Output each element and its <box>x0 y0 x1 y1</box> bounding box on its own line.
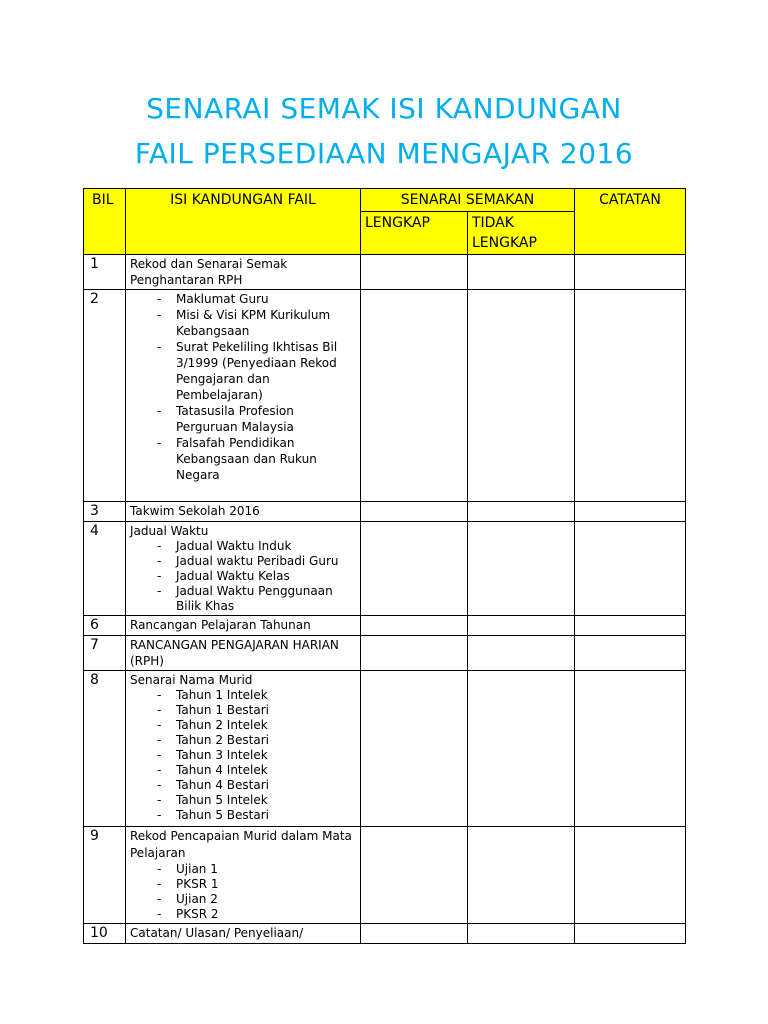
list-item-text: Falsafah Pendidikan Kebangsaan dan Rukun Negara <box>176 436 317 482</box>
row-lead-text: RANCANGAN PENGAJARAN HARIAN (RPH) <box>130 638 339 668</box>
row-lead-text: Catatan/ Ulasan/ Penyeliaan/ <box>130 926 304 940</box>
list-item: - Tahun 1 Intelek <box>157 688 268 702</box>
row-number: 3 <box>84 502 126 522</box>
row-lead-text: Senarai Nama Murid <box>130 673 253 687</box>
catatan-cell[interactable] <box>575 636 686 671</box>
row-content <box>126 255 361 290</box>
document-title-line-1: SENARAI SEMAK ISI KANDUNGAN <box>146 92 622 125</box>
table-row <box>84 502 686 522</box>
tidak-lengkap-cell[interactable] <box>468 616 575 636</box>
catatan-cell[interactable] <box>575 616 686 636</box>
row-lead-text: Jadual Waktu <box>130 524 209 538</box>
row-content <box>126 636 361 671</box>
table-row <box>84 827 686 924</box>
row-item-list <box>130 539 356 614</box>
header-bil: BIL <box>84 189 126 255</box>
header-tidak-lengkap-line-1: TIDAK <box>472 215 514 231</box>
list-item: - Ujian 1 <box>157 862 218 876</box>
header-tidak-lengkap <box>468 212 575 255</box>
lengkap-cell[interactable] <box>361 616 468 636</box>
table-row <box>84 255 686 290</box>
tidak-lengkap-cell[interactable] <box>468 671 575 827</box>
lengkap-cell[interactable] <box>361 255 468 290</box>
list-item-text: PKSR 1 <box>176 877 219 891</box>
row-content <box>126 502 361 522</box>
catatan-cell[interactable] <box>575 290 686 502</box>
row-number: 8 <box>84 671 126 827</box>
row-item-list <box>130 688 356 823</box>
list-item-text: Tahun 2 Intelek <box>176 718 268 732</box>
lengkap-cell[interactable] <box>361 671 468 827</box>
list-item-text: Tahun 1 Bestari <box>176 703 269 717</box>
row-lead-text: Rekod Pencapaian Murid dalam Mata Pelajaran <box>130 829 352 860</box>
header-catatan: CATATAN <box>575 189 686 255</box>
table-row <box>84 636 686 671</box>
header-tidak-lengkap-line-2: LENGKAP <box>472 235 537 251</box>
lengkap-cell[interactable] <box>361 290 468 502</box>
row-content <box>126 827 361 924</box>
row-number: 7 <box>84 636 126 671</box>
list-item-text: Misi & Visi KPM Kurikulum Kebangsaan <box>176 308 331 338</box>
lengkap-cell[interactable] <box>361 924 468 944</box>
row-lead-text: Rekod dan Senarai Semak Penghantaran RPH <box>130 257 288 287</box>
row-number: 10 <box>84 924 126 944</box>
tidak-lengkap-cell[interactable] <box>468 502 575 522</box>
list-item-text: Tahun 3 Intelek <box>176 748 268 762</box>
catatan-cell[interactable] <box>575 255 686 290</box>
lengkap-cell[interactable] <box>361 502 468 522</box>
list-item: - Maklumat Guru <box>157 292 269 306</box>
list-item-text: PKSR 2 <box>176 907 219 921</box>
table-row <box>84 924 686 944</box>
list-item-text: Jadual Waktu Kelas <box>176 569 290 583</box>
row-lead-text: Takwim Sekolah 2016 <box>130 504 260 518</box>
list-item: - Tahun 4 Bestari <box>157 778 269 792</box>
checklist-body <box>84 255 686 944</box>
list-item-text: Tahun 1 Intelek <box>176 688 268 702</box>
row-content <box>126 924 361 944</box>
list-item-text: Tahun 5 Intelek <box>176 793 268 807</box>
list-item: - Jadual waktu Peribadi Guru <box>157 554 339 568</box>
list-item: - Tahun 4 Intelek <box>157 763 268 777</box>
row-number: 1 <box>84 255 126 290</box>
row-number: 2 <box>84 290 126 502</box>
header-senarai-semakan: SENARAI SEMAKAN <box>361 189 575 212</box>
list-item: - Tahun 3 Intelek <box>157 748 268 762</box>
catatan-cell[interactable] <box>575 924 686 944</box>
row-number: 4 <box>84 522 126 616</box>
list-item: - Tahun 2 Intelek <box>157 718 268 732</box>
catatan-cell[interactable] <box>575 502 686 522</box>
list-item: - Tahun 2 Bestari <box>157 733 269 747</box>
table-row <box>84 290 686 502</box>
list-item: - Tahun 1 Bestari <box>157 703 269 717</box>
list-item: - Jadual Waktu Kelas <box>157 569 290 583</box>
table-row <box>84 616 686 636</box>
lengkap-cell[interactable] <box>361 827 468 924</box>
list-item-text: Surat Pekeliling Ikhtisas Bil 3/1999 (Penyediaan Rekod Pengajaran dan Pembelajaran) <box>176 340 338 402</box>
row-lead-text: Rancangan Pelajaran Tahunan <box>130 618 311 632</box>
list-item-text: Tahun 4 Intelek <box>176 763 268 777</box>
row-content <box>126 671 361 827</box>
catatan-cell[interactable] <box>575 827 686 924</box>
row-item-list <box>130 291 356 483</box>
list-item-text: Tahun 5 Bestari <box>176 808 269 822</box>
list-item-text: Ujian 1 <box>176 862 218 876</box>
row-number: 9 <box>84 827 126 924</box>
list-item: - PKSR 2 <box>157 907 219 921</box>
list-item-text: Tatasusila Profesion Perguruan Malaysia <box>176 404 294 434</box>
list-item: - Jadual Waktu Penggunaan Bilik Khas <box>157 584 333 613</box>
catatan-cell[interactable] <box>575 522 686 616</box>
list-item: - Tatasusila Profesion Perguruan Malaysia <box>157 404 294 434</box>
document-title-line-2: FAIL PERSEDIAAN MENGAJAR 2016 <box>134 137 634 170</box>
list-item-text: Jadual waktu Peribadi Guru <box>176 554 339 568</box>
list-item-text: Tahun 2 Bestari <box>176 733 269 747</box>
list-item: - Falsafah Pendidikan Kebangsaan dan Rukun Negara <box>157 436 317 482</box>
list-item: - Tahun 5 Intelek <box>157 793 268 807</box>
tidak-lengkap-cell[interactable] <box>468 636 575 671</box>
row-content <box>126 522 361 616</box>
list-item: - Misi & Visi KPM Kurikulum Kebangsaan <box>157 308 331 338</box>
table-row <box>84 522 686 616</box>
list-item: - Tahun 5 Bestari <box>157 808 269 822</box>
lengkap-cell[interactable] <box>361 522 468 616</box>
tidak-lengkap-cell[interactable] <box>468 255 575 290</box>
row-content <box>126 290 361 502</box>
header-isi-kandungan: ISI KANDUNGAN FAIL <box>126 189 361 255</box>
catatan-cell[interactable] <box>575 671 686 827</box>
list-item-text: Jadual Waktu Penggunaan Bilik Khas <box>176 584 333 613</box>
checklist-table <box>83 188 686 944</box>
list-item-text: Ujian 2 <box>176 892 218 906</box>
table-row <box>84 671 686 827</box>
list-item: - Surat Pekeliling Ikhtisas Bil 3/1999 (Penyediaan Rekod Pengajaran dan Pembelajaran) <box>157 340 338 402</box>
lengkap-cell[interactable] <box>361 636 468 671</box>
header-lengkap: LENGKAP <box>361 212 468 255</box>
list-item-text: Maklumat Guru <box>176 292 269 306</box>
list-item: - PKSR 1 <box>157 877 219 891</box>
row-content <box>126 616 361 636</box>
tidak-lengkap-cell[interactable] <box>468 290 575 502</box>
tidak-lengkap-cell[interactable] <box>468 522 575 616</box>
tidak-lengkap-cell[interactable] <box>468 827 575 924</box>
tidak-lengkap-cell[interactable] <box>468 924 575 944</box>
list-item: - Jadual Waktu Induk <box>157 539 292 553</box>
row-item-list <box>130 862 356 922</box>
list-item-text: Tahun 4 Bestari <box>176 778 269 792</box>
list-item-text: Jadual Waktu Induk <box>176 539 292 553</box>
list-item: - Ujian 2 <box>157 892 218 906</box>
row-number: 6 <box>84 616 126 636</box>
